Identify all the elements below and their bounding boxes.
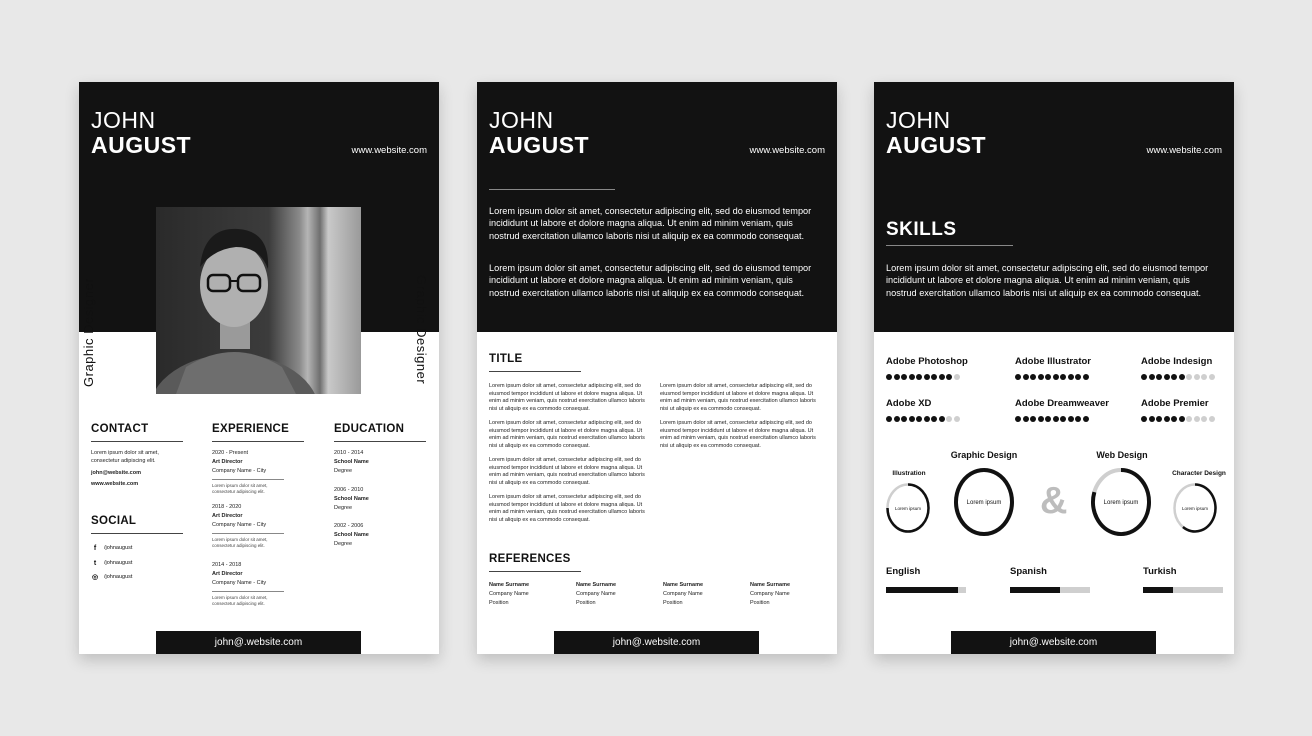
education-school: School Name [334, 532, 369, 538]
rating-dot [954, 374, 960, 380]
header-rule [489, 189, 615, 190]
contact-text: Lorem ipsum dolor sit amet, consectetur adipiscing elit. [91, 450, 159, 464]
experience-desc: Lorem ipsum dolor sit amet, consectetur adipiscing elit. [212, 483, 268, 494]
rating-dot [1149, 374, 1155, 380]
rating-dot [1038, 416, 1044, 422]
rating-dot [1179, 374, 1185, 380]
social-twitter[interactable] [91, 559, 132, 567]
reference-name: Name Surname [576, 582, 617, 588]
rating-dot [1209, 374, 1215, 380]
last-name: AUGUST [91, 132, 192, 158]
rating-dot [916, 416, 922, 422]
rating-dot [1015, 416, 1021, 422]
body-paragraph: Lorem ipsum dolor sit amet, consectetur adipiscing elit, sed do eiusmod tempor incididunt ut labore et dolore magna aliqua. Ut enim ad minim veniam, quis nostrud exercitation ullamco laboris nisi ut aliquip ex ea commodo consequat. [489, 457, 645, 486]
experience-title: Art Director [212, 571, 243, 577]
instagram-icon: ◎ [91, 574, 99, 581]
circle-label: Character Design [1172, 470, 1226, 477]
rating-dot [1201, 416, 1207, 422]
software-rating [1141, 374, 1215, 380]
education-degree: Degree [334, 505, 353, 511]
facebook-icon: f [93, 544, 97, 552]
rating-dot [1053, 374, 1059, 380]
experience-rule [212, 591, 284, 592]
rating-dot [916, 374, 922, 380]
footer-email[interactable]: john@.website.com [554, 631, 759, 654]
rating-dot [894, 374, 900, 380]
language-name: Turkish [1143, 566, 1177, 577]
rating-dot [1156, 374, 1162, 380]
contact-web[interactable]: www.website.com [91, 481, 139, 487]
body-paragraph: Lorem ipsum dolor sit amet, consectetur adipiscing elit, sed do eiusmod tempor incididunt ut labore et dolore magna aliqua. Ut enim ad minim veniam, quis nostrud exercitation ullamco laboris nisi ut aliquip ex ea commodo consequat. [660, 420, 816, 449]
rating-dot [1030, 416, 1036, 422]
rating-dot [1194, 374, 1200, 380]
website-link[interactable]: www.website.com [351, 145, 427, 156]
reference-company: Company Name [750, 591, 790, 597]
rating-dot [1179, 416, 1185, 422]
rating-dot [931, 416, 937, 422]
software-rating [1015, 416, 1089, 422]
experience-title: Art Director [212, 459, 243, 465]
rating-dot [1171, 416, 1177, 422]
rating-dot [886, 374, 892, 380]
rating-dot [1068, 374, 1074, 380]
rating-dot [1149, 416, 1155, 422]
circle-label: Web Design [1096, 450, 1148, 460]
education-rule [334, 441, 426, 442]
circle-chart [885, 482, 931, 534]
resume-page-2 [477, 82, 837, 654]
reference-position: Position [663, 600, 683, 606]
experience-years: 2018 - 2020 [212, 504, 242, 510]
profile-photo [156, 207, 361, 394]
experience-rule [212, 479, 284, 480]
reference-name: Name Surname [663, 582, 704, 588]
education-years: 2010 - 2014 [334, 450, 364, 456]
rating-dot [1164, 374, 1170, 380]
reference-name: Name Surname [750, 582, 791, 588]
software-rating [1015, 374, 1089, 380]
social-handle: /johnaugust [104, 574, 133, 580]
education-years: 2002 - 2006 [334, 523, 364, 529]
last-name: AUGUST [489, 132, 590, 158]
rating-dot [954, 416, 960, 422]
education-years: 2006 - 2010 [334, 487, 364, 493]
contact-heading: CONTACT [91, 423, 149, 435]
rating-dot [924, 416, 930, 422]
circle-chart [952, 466, 1016, 538]
experience-years: 2020 - Present [212, 450, 249, 456]
rating-dot [901, 374, 907, 380]
rating-dot [909, 416, 915, 422]
ampersand: & [1040, 480, 1068, 522]
last-name: AUGUST [886, 132, 987, 158]
rating-dot [939, 416, 945, 422]
circle-label: Graphic Design [950, 450, 1018, 460]
references-rule [489, 571, 581, 572]
reference-item [663, 581, 703, 608]
experience-years: 2014 - 2018 [212, 562, 242, 568]
first-name: JOHN [886, 107, 951, 133]
rating-dot [946, 374, 952, 380]
footer-email[interactable]: john@.website.com [156, 631, 361, 654]
skills-heading: SKILLS [886, 219, 957, 240]
language-bar [886, 587, 966, 593]
circle-label: Illustration [892, 470, 926, 477]
language-bar-fill [1010, 587, 1060, 593]
reference-item [576, 581, 616, 608]
title-heading: TITLE [489, 353, 523, 365]
references-heading: REFERENCES [489, 553, 571, 565]
body-paragraph: Lorem ipsum dolor sit amet, consectetur adipiscing elit, sed do eiusmod tempor incididunt ut labore et dolore magna aliqua. Ut enim ad minim veniam, quis nostrud exercitation ullamco laboris nisi ut aliquip ex ea commodo consequat. [489, 383, 645, 412]
first-name: JOHN [489, 107, 554, 133]
experience-title: Art Director [212, 513, 243, 519]
social-handle: /johnaugust [104, 545, 133, 551]
rating-dot [1201, 374, 1207, 380]
rating-dot [1156, 416, 1162, 422]
rating-dot [1015, 374, 1021, 380]
skills-intro: Lorem ipsum dolor sit amet, consectetur adipiscing elit, sed do eiusmod tempor incididunt ut labore et dolore magna aliqua. Ut enim ad minim veniam, quis nostrud exercitation ullamco laboris nisi ut aliquip ex ea commodo consequat. [886, 263, 1209, 298]
education-school: School Name [334, 459, 369, 465]
circle-inner-text: Lorem ipsum [966, 500, 1002, 506]
education-degree: Degree [334, 541, 353, 547]
rating-dot [1141, 374, 1147, 380]
software-skill-name: Adobe Indesign [1141, 356, 1213, 367]
rating-dot [1060, 374, 1066, 380]
reference-name: Name Surname [489, 582, 530, 588]
contact-email[interactable]: john@website.com [91, 470, 141, 476]
language-bar [1010, 587, 1090, 593]
rating-dot [1038, 374, 1044, 380]
rating-dot [1194, 416, 1200, 422]
experience-rule [212, 533, 284, 534]
reference-company: Company Name [576, 591, 616, 597]
rating-dot [901, 416, 907, 422]
reference-position: Position [489, 600, 509, 606]
rating-dot [1075, 374, 1081, 380]
language-bar-fill [886, 587, 958, 593]
rating-dot [1023, 416, 1029, 422]
body-paragraph: Lorem ipsum dolor sit amet, consectetur adipiscing elit, sed do eiusmod tempor incididunt ut labore et dolore magna aliqua. Ut enim ad minim veniam, quis nostrud exercitation ullamco laboris nisi ut aliquip ex ea commodo consequat. [489, 494, 645, 523]
reference-position: Position [750, 600, 770, 606]
intro-paragraph: Lorem ipsum dolor sit amet, consectetur adipiscing elit, sed do eiusmod tempor incididunt ut labore et dolore magna aliqua. Ut enim ad minim veniam, quis nostrud exercitation ullamco laboris nisi ut aliquip ex ea commodo consequat. [489, 206, 812, 241]
rating-dot [946, 416, 952, 422]
rating-dot [1045, 416, 1051, 422]
language-bar [1143, 587, 1223, 593]
title-rule [489, 371, 581, 372]
body-paragraph: Lorem ipsum dolor sit amet, consectetur adipiscing elit, sed do eiusmod tempor incididunt ut labore et dolore magna aliqua. Ut enim ad minim veniam, quis nostrud exercitation ullamco laboris nisi ut aliquip ex ea commodo consequat. [660, 383, 816, 412]
reference-item [489, 581, 529, 608]
rating-dot [1023, 374, 1029, 380]
rating-dot [1045, 374, 1051, 380]
experience-company: Company Name - City [212, 580, 267, 586]
rating-dot [1209, 416, 1215, 422]
reference-company: Company Name [489, 591, 529, 597]
language-name: Spanish [1010, 566, 1047, 577]
rating-dot [1068, 416, 1074, 422]
reference-position: Position [576, 600, 596, 606]
circle-inner-text: Lorem ipsum [894, 506, 922, 511]
experience-desc: Lorem ipsum dolor sit amet, consectetur adipiscing elit. [212, 537, 268, 548]
rating-dot [894, 416, 900, 422]
footer-email[interactable]: john@.website.com [951, 631, 1156, 654]
rating-dot [1075, 416, 1081, 422]
circle-inner-text: Lorem ipsum [1103, 500, 1139, 506]
software-skill-name: Adobe Illustrator [1015, 356, 1092, 367]
rating-dot [1030, 374, 1036, 380]
software-skill-name: Adobe Dreamweaver [1015, 398, 1109, 409]
circle-chart [1172, 482, 1218, 534]
twitter-icon: t [93, 559, 97, 567]
first-name: JOHN [91, 107, 156, 133]
language-name: English [886, 566, 921, 577]
contact-rule [91, 441, 183, 442]
role-vertical-right: Graphic Designer [414, 275, 429, 385]
website-link[interactable]: www.website.com [749, 145, 825, 156]
software-skill-name: Adobe Photoshop [886, 356, 968, 367]
rating-dot [1141, 416, 1147, 422]
resume-page-3 [874, 82, 1234, 654]
reference-company: Company Name [663, 591, 703, 597]
website-link[interactable]: www.website.com [1146, 145, 1222, 156]
reference-item [750, 581, 790, 608]
social-facebook[interactable] [91, 544, 132, 552]
rating-dot [1186, 374, 1192, 380]
education-heading: EDUCATION [334, 423, 405, 435]
rating-dot [1164, 416, 1170, 422]
rating-dot [1171, 374, 1177, 380]
experience-heading: EXPERIENCE [212, 423, 290, 435]
skills-rule [886, 245, 1013, 246]
rating-dot [1060, 416, 1066, 422]
resume-page-1 [79, 82, 439, 654]
rating-dot [909, 374, 915, 380]
experience-rule [212, 441, 304, 442]
rating-dot [1083, 374, 1089, 380]
software-rating [886, 416, 960, 422]
rating-dot [886, 416, 892, 422]
social-rule [91, 533, 183, 534]
software-skill-name: Adobe Premier [1141, 398, 1209, 409]
social-heading: SOCIAL [91, 515, 137, 527]
body-paragraph: Lorem ipsum dolor sit amet, consectetur adipiscing elit, sed do eiusmod tempor incididunt ut labore et dolore magna aliqua. Ut enim ad minim veniam, quis nostrud exercitation ullamco laboris nisi ut aliquip ex ea commodo consequat. [489, 420, 645, 449]
language-bar-fill [1143, 587, 1173, 593]
circle-chart [1089, 466, 1153, 538]
software-rating [886, 374, 960, 380]
rating-dot [1186, 416, 1192, 422]
rating-dot [924, 374, 930, 380]
rating-dot [1083, 416, 1089, 422]
software-rating [1141, 416, 1215, 422]
education-degree: Degree [334, 468, 353, 474]
rating-dot [939, 374, 945, 380]
social-handle: /johnaugust [104, 560, 133, 566]
circle-inner-text: Lorem ipsum [1181, 506, 1209, 511]
experience-company: Company Name - City [212, 468, 267, 474]
experience-desc: Lorem ipsum dolor sit amet, consectetur adipiscing elit. [212, 595, 268, 606]
role-vertical-left: Graphic Designer [81, 277, 96, 387]
education-school: School Name [334, 496, 369, 502]
intro-paragraph: Lorem ipsum dolor sit amet, consectetur adipiscing elit, sed do eiusmod tempor incididunt ut labore et dolore magna aliqua. Ut enim ad minim veniam, quis nostrud exercitation ullamco laboris nisi ut aliquip ex ea commodo consequat. [489, 263, 812, 298]
rating-dot [931, 374, 937, 380]
software-skill-name: Adobe XD [886, 398, 932, 409]
rating-dot [1053, 416, 1059, 422]
experience-company: Company Name - City [212, 522, 267, 528]
social-instagram[interactable] [91, 573, 132, 581]
